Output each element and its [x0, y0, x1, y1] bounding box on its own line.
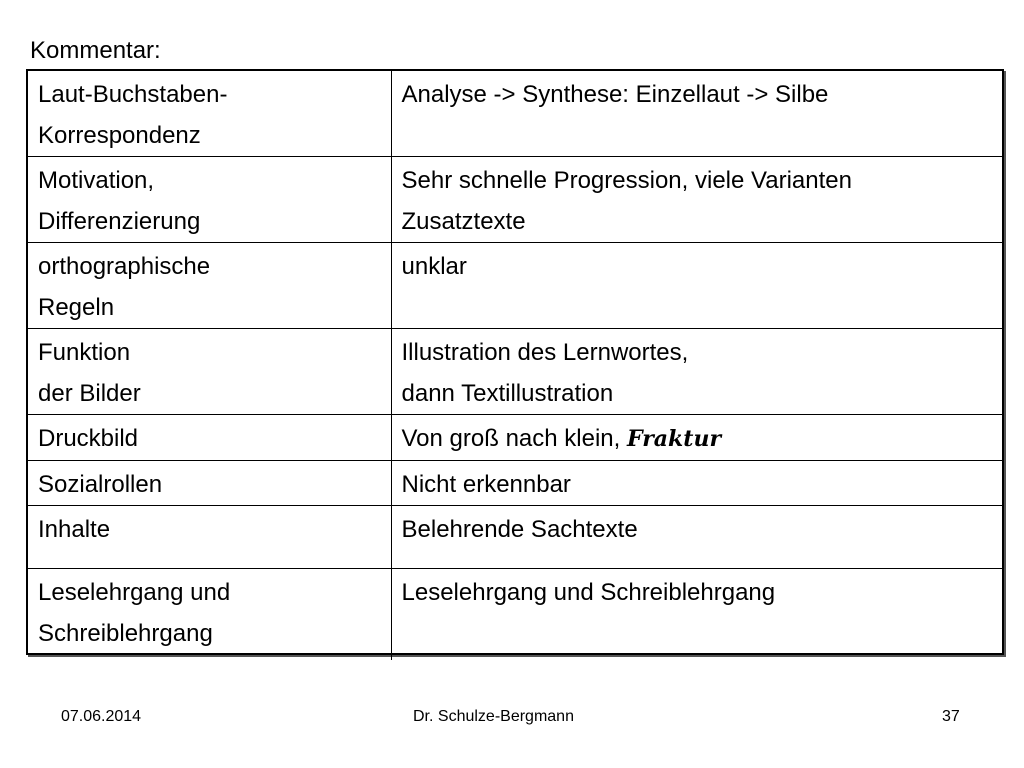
- row-label: [28, 243, 391, 329]
- label-line: Funktion: [38, 339, 131, 366]
- table-row: [28, 329, 1002, 415]
- row-comment: [391, 506, 1002, 569]
- comment-line: Sehr schnelle Progression, viele Varianten: [401, 167, 852, 194]
- comment-text: Von groß nach klein,: [401, 425, 627, 452]
- comment-line: dann Textillustration: [401, 380, 614, 407]
- label-line: Schreiblehrgang: [38, 620, 213, 647]
- comment-line: Illustration des Lernwortes,: [401, 339, 689, 366]
- row-comment: [391, 415, 1002, 461]
- label-line: Sozialrollen: [38, 471, 163, 498]
- row-label: [28, 569, 391, 660]
- row-label: [28, 71, 391, 157]
- row-label: [28, 506, 391, 569]
- page-number: 37: [942, 708, 960, 725]
- row-label: [28, 329, 391, 415]
- row-label: [28, 157, 391, 243]
- comment-line: Zusatztexte: [401, 208, 526, 235]
- table-row: [28, 506, 1002, 569]
- footer-date: 07.06.2014: [61, 708, 142, 725]
- comment-line: Leselehrgang und Schreiblehrgang: [401, 579, 776, 606]
- row-label: [28, 415, 391, 461]
- row-comment: [391, 461, 1002, 506]
- footer-author: Dr. Schulze-Bergmann: [413, 708, 574, 725]
- comment-line: Nicht erkennbar: [401, 471, 571, 498]
- table-row: [28, 569, 1002, 660]
- row-label: [28, 461, 391, 506]
- table-row: [28, 415, 1002, 461]
- comment-table: [26, 69, 1004, 655]
- table-row: [28, 461, 1002, 506]
- row-comment: [391, 157, 1002, 243]
- comment-line: unklar: [401, 253, 467, 280]
- comment-line: Analyse -> Synthese: Einzellaut -> Silbe: [401, 81, 829, 108]
- row-comment: [391, 71, 1002, 157]
- label-line: Korrespondenz: [38, 122, 201, 149]
- label-line: Regeln: [38, 294, 115, 321]
- label-line: Druckbild: [38, 425, 139, 452]
- table-row: [28, 243, 1002, 329]
- row-comment: [391, 569, 1002, 660]
- fraktur-sample-text: Fraktur: [626, 426, 722, 452]
- label-line: Inhalte: [38, 516, 111, 543]
- label-line: Leselehrgang und: [38, 579, 231, 606]
- table-row: [28, 71, 1002, 157]
- comment-line: Belehrende Sachtexte: [401, 516, 638, 543]
- table-row: [28, 157, 1002, 243]
- row-comment: [391, 243, 1002, 329]
- label-line: Differenzierung: [38, 208, 201, 235]
- label-line: Motivation,: [38, 167, 155, 194]
- label-line: der Bilder: [38, 380, 141, 407]
- slide-heading: Kommentar:: [30, 37, 161, 64]
- label-line: orthographische: [38, 253, 211, 280]
- label-line: Laut-Buchstaben-: [38, 81, 228, 108]
- comment-line: [402, 418, 993, 460]
- row-comment: [391, 329, 1002, 415]
